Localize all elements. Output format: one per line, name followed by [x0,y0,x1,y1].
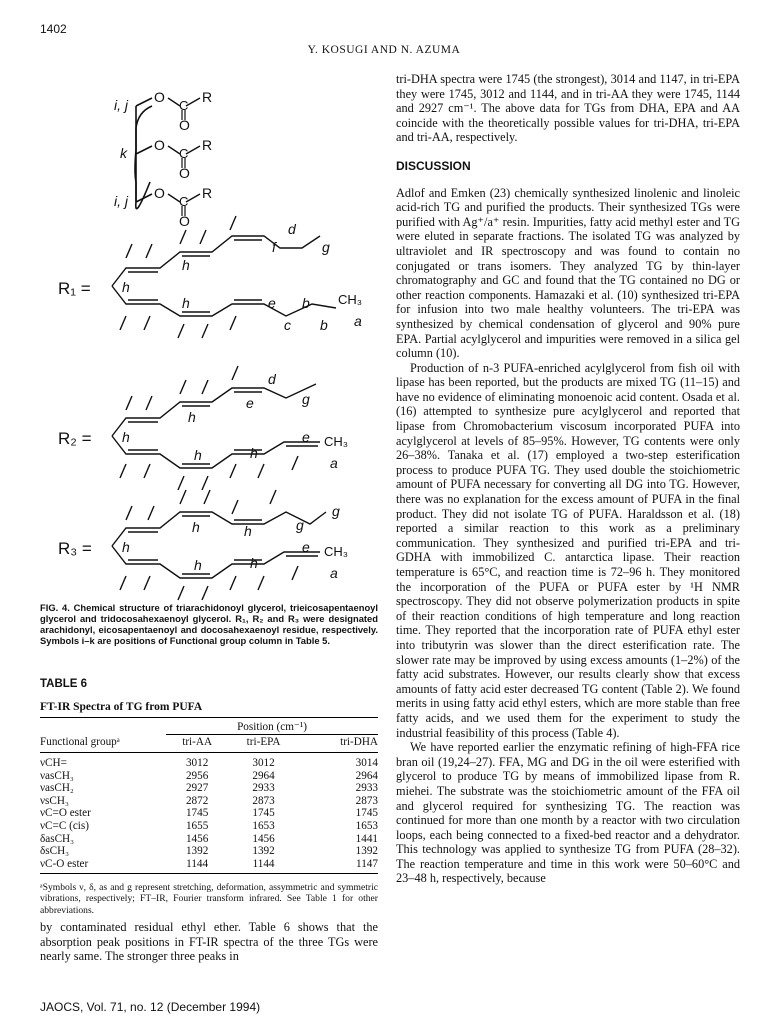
r2-h-label-4: h [250,445,258,461]
carbon-label-3: C [179,194,189,209]
r2-h-label-2: h [188,409,196,425]
r1-h-label-1: h [122,279,130,295]
table-row: δsCH₃ 1392 1392 1392 [40,845,378,858]
r3-structure [112,490,326,600]
table-label: TABLE 6 [40,678,88,690]
r1-c-label: c [284,317,291,333]
r3-g-label-2: g [332,503,340,519]
table-row: νasCH₃ 2956 2964 2964 [40,769,378,782]
r2-structure [112,366,320,490]
r1-h-label-2: h [182,257,190,273]
r1-f-label: f [272,239,276,255]
r1-structure [112,216,336,338]
r3-h-label-3: h [244,523,252,539]
oxygen-label-1: O [154,89,165,105]
table-row: νsCH₃ 2872 2873 2873 [40,794,378,807]
table-row: νasCH₂ 2927 2933 2933 [40,782,378,795]
glycerol-backbone [135,98,200,216]
r-group-label-2: R [202,137,213,153]
carbon-label-1: C [179,98,189,113]
r3-h-label-5: h [250,555,258,571]
r3-h-label-4: h [194,557,202,573]
r3-h-label-1: h [122,539,130,555]
r2-a-label: a [330,455,338,471]
r1-b-label-1: b [302,295,310,311]
r2-e-label-1: e [246,395,254,411]
carbonyl-oxygen-label-1: O [179,117,190,133]
ftir-table [40,717,378,874]
table-row: νC-O ester 1144 1144 1147 [40,858,378,874]
r2-e-label-2: e [302,429,310,445]
r1-h-label-3: h [182,295,190,311]
r2-h-label-1: h [122,429,130,445]
running-head: Y. KOSUGI AND N. AZUMA [307,44,461,56]
chemical-structure-figure [40,72,370,602]
r3-h-label-2: h [192,519,200,535]
left-column-text [40,920,378,964]
r1-ch3-label: CH₃ [338,292,363,307]
paragraph-results-end: tri-DHA spectra were 1745 (the strongest), 3014 and 1147, in tri-EPA they were 1745, 3012 and 1144, and in tri-AA they were 1745, 1144 and 2927 cm⁻¹. The above data for TGs from DHA, EPA and AA coincide with the theoretically possible values for tri-DHA, tri-EPA and tri-AA, respectively. [396,72,740,145]
r3-a-label: a [330,565,338,581]
r2-d-label: d [268,371,276,387]
position-header: Position (cm⁻¹) [166,718,378,735]
carbonyl-oxygen-label-3: O [179,213,190,229]
r1-g-label: g [322,239,330,255]
glycerol-ij-label-top: i, j [114,97,128,113]
left-paragraph: by contaminated residual ethyl ether. Table 6 shows that the absorption peak positions in FT-IR spectra of the three TGs were nearly same. The stronger three peaks in [40,920,378,964]
carbonyl-oxygen-label-2: O [179,165,190,181]
paragraph-discussion-3: We have reported earlier the enzymatic refining of high-FFA rice bran oil (19,24–27). FFA, MG and DG in the oil were esterified with glycerol to produce TG by means of immobilized lipase from R. miehei. The substrate was the stoichiometric amount of the FFA oil and glycerol required for synthesizing TG. The reaction was continued for more than one month by a reactor with two circulation loops, each being connected to a fixed-bed reactor and a dehydrator. This technology was applied to synthesize TG from PUFA (28–32). The reaction temperature and time in this work were 50–60°C and 23–48 h, respectively, because [396,740,740,886]
r1-d-label: d [288,221,296,237]
table-row: δasCH₃ 1456 1456 1441 [40,832,378,845]
column-header-tri-aa: tri-AA [166,735,228,753]
r3-ch3-label: CH₃ [324,544,349,559]
glycerol-k-label: k [120,145,127,161]
oxygen-label-3: O [154,185,165,201]
carbon-label-2: C [179,146,189,161]
figure-caption: FIG. 4. Chemical structure of triarachidonoyl glycerol, trieicosapentaenoyl glycerol and tridocosahexaenoyl glycerol. R₁, R₂ and R₃ were designated arachidonyl, eicosapentaenoyl and docosahexaenoyl residue, respectively. Symbols i–k are positions of Functional group column in Table 5. [40,602,378,646]
table-title: FT-IR Spectra of TG from PUFA [40,701,203,713]
functional-group-header: Functional groupᵃ [40,735,166,753]
r-group-label-1: R [202,89,213,105]
section-heading-discussion: DISCUSSION [396,158,471,173]
r1-e-label: e [268,295,276,311]
r2-label: R₂ = [58,429,92,448]
r3-g-label-1: g [296,517,304,533]
column-header-tri-dha: tri-DHA [299,735,378,753]
r-group-label-3: R [202,185,213,201]
r3-e-label: e [302,539,310,555]
glycerol-ij-label-bottom: i, j [114,193,128,209]
r1-a-label: a [354,313,362,329]
paragraph-discussion-2: Production of n-3 PUFA-enriched acylglycerol from fish oil with lipase has been reported, but the products are mixed TG (11–15) and have no evidence of eliminating monoenoic acid content. Osada et al. (16) attempted to synthesize pure acylglycerol and reported that lipase from Chromobacterium viscosum incorporated PUFA into acylglycerol at levels of 85–95%. However, TG contents were only 26–38%. Tanaka et al. (17) employed a two-step esterification process to produce PUFA TG. They used double the stoichiometric amount of PUFA necessary for converting all DG into TG. However, there was no explanation for the excess amount of PUFA in the final product. They did not isolate TG of PUFA. Haraldsson et al. (18) reported a similar reaction to this work as a preliminary communication. They synthesized and purified tri-EPA and tri-GDHA with immobilized C. antarctica lipase. Their reaction temperature is 65°C, and reaction time is 72–96 h. They monitored the incorporation of the PUFA or PUFA ester by ¹H NMR spectroscopy. They did not observe polymerization products in spite of their reaction conditions of high temperature and long reaction time. They reported that the incorporation rate of PUFA ethyl ester into tributyrin was slower than the direct esterification rate. The slower rate may be improved by using excess amounts (1–2%) of the fatty acid substrates. However, our results clearly show that excess amounts of fatty acid ester decreased TG content (Table 2). We found merits in using fatty acid ethyl esters, which are more stable than free fatty acids, and we used them for the experiment to study the industrial feasibility of this process (Table 4). [396,360,740,740]
paragraph-discussion-1: Adlof and Emken (23) chemically synthesized linolenic and linoleic acid-rich TG and purified the products. Their synthesized TGs were purified with Ag⁺/a⁺ resin. Impurities, fatty acid methyl ester and TG were eluted in separate fractions. The isolated TG was analyzed by ultraviolet and IR spectroscopy and was found to contain no conjugated or trans isomers. They analyzed TG by thin-layer chromatography and GC and found that the TG contained no DG or other reaction components. Hamazaki et al. (10) synthesized tri-EPA for infusion into two male healthy volunteers. The tri-EPA was synthesized by chemical condensation of glycerol and 90% pure EPA. Partial acylglycerol and impurities were removed in a silica gel column (10). [396,185,740,361]
r1-label: R₁ = [58,279,91,298]
table-row: νC=C (cis) 1655 1653 1653 [40,819,378,832]
r2-h-label-3: h [194,447,202,463]
journal-footer: JAOCS, Vol. 71, no. 12 (December 1994) [40,1000,261,1014]
table-row: νCH= 3012 3012 3014 [40,757,378,769]
table-footnote: ᵃSymbols ν, δ, as and g represent stretching, deformation, assymmetric and symmetric vibrations, respectively; FT–IR, Fourier transform infrared. See Table 1 for other abbreviations. [40,882,378,916]
r2-g-label: g [302,391,310,407]
table-row: νC=O ester 1745 1745 1745 [40,807,378,820]
r1-b-label-2: b [320,317,328,333]
r3-label: R₃ = [58,539,92,558]
page-number: 1402 [40,22,67,36]
oxygen-label-2: O [154,137,165,153]
r2-ch3-label: CH₃ [324,434,349,449]
right-column [396,72,740,886]
column-header-tri-epa: tri-EPA [228,735,299,753]
